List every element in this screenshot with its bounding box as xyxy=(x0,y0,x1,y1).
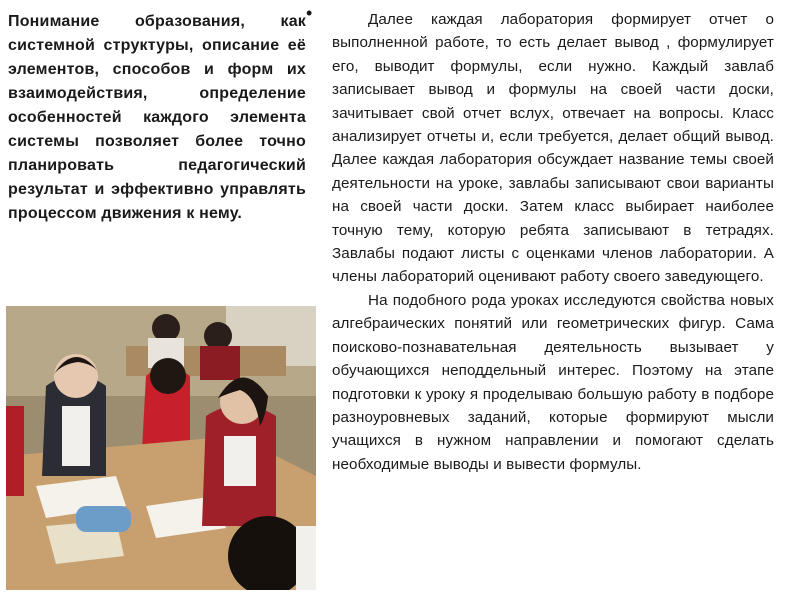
photo-student-back-1-head xyxy=(152,314,180,342)
right-text-block xyxy=(332,8,774,476)
right-paragraph-2: На подобного рода уроках исследуются свойства новых алгебраических понятий или геометрических фигур. Сама поисково-познавательная деятельность вызывает у обучающихся неподдельный интерес. Поэтому на этапе подготовки к уроку я проделываю большую работу в подборе разноуровневых заданий, которые формируют мысли учащихся в нужном направлении и помогают сделать необходимые выводы и вывести формулы. xyxy=(332,291,774,473)
photo-student-red-head xyxy=(150,358,186,394)
photo-pencil-case xyxy=(76,506,131,532)
right-paragraph-1: Далее каждая лаборатория формирует отчет о выполненной работе, то есть делает вывод , формулирует его, выводит формулы, если нужно. Каждый завлаб записывает вывод и формулы на своей части доски, зачитывает свой отчет вслух, отвечает на вопросы. Класс анализирует отчеты и, если требуется, делает общий вывод. Далее каждая лаборатория обсуждает название темы своей деятельности на уроке, завлабы записывают свои варианты на своей части доски. Затем класс выбирает наиболее точную тему, которую ребята записывают в тетрадях. Завлабы подают листы с оценками членов лаборатории. А члены лабораторий оценивают работу своего заведующего. xyxy=(332,11,774,286)
classroom-photo xyxy=(6,306,316,590)
photo-foreground-shirt xyxy=(296,526,316,590)
left-text-block: Понимание образования, как системной структуры, описание её элементов, способов и форм их взаимодействия, определение особенностей каждого элемента системы позволяет более точно планировать педагогический результат и эффективно управлять процессом движения к нему. xyxy=(8,13,306,222)
bullet-marker: • xyxy=(306,3,313,23)
photo-student-back-2-head xyxy=(204,322,232,350)
photo-student-back-2-vest xyxy=(200,346,240,380)
photo-left-edge-sleeve xyxy=(6,406,24,496)
classroom-photo-illustration xyxy=(6,306,316,590)
photo-girl-left-shirt xyxy=(62,406,90,466)
photo-girl-right-shirt xyxy=(224,436,256,486)
